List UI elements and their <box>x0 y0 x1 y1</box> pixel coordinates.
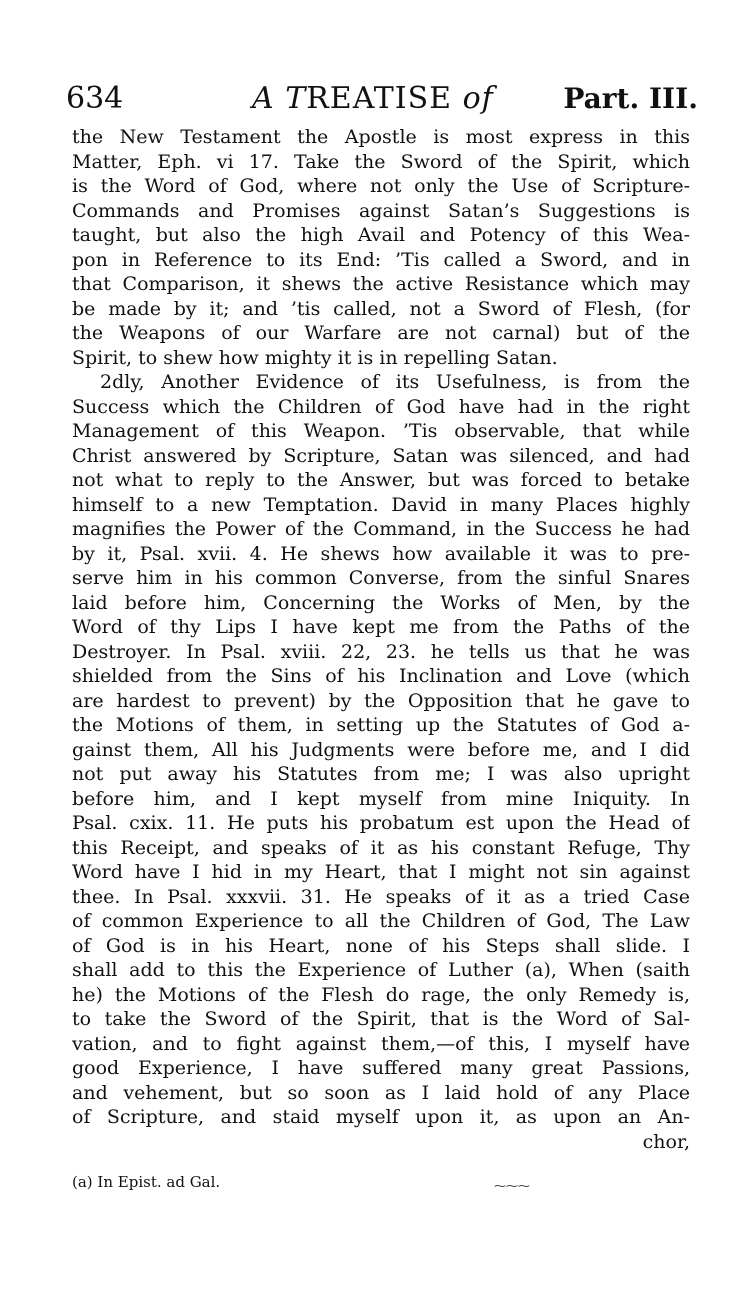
catchword: chor, <box>642 1130 690 1153</box>
text-line-18: by it, Psal. xvii. 4. He shews how available it was to pre- <box>72 542 690 565</box>
text-line-27: not put away his Statutes from me; I was also upright <box>72 763 690 785</box>
text-line-37: to take the Sword of the Spirit, that is the Word of Sal- <box>72 1008 690 1030</box>
running-title-a: A T <box>252 81 307 116</box>
text-line-19: serve him in his common Converse, from the sinful Snares <box>72 567 690 589</box>
running-title-c: of <box>462 81 494 116</box>
body-text <box>72 125 690 1154</box>
text-line-2: Matter, Eph. vi 17. Take the Sword of the Spirit, which <box>72 150 690 173</box>
text-line-36: he) the Motions of the Flesh do rage, the only Remedy is, <box>72 983 690 1006</box>
text-line-24: are hardest to prevent) by the Opposition that he gave to <box>72 689 690 712</box>
text-line-35: shall add to this the Experience of Luther (a), When (saith <box>72 959 690 981</box>
text-line-1: the New Testament the Apostle is most express in this <box>72 126 690 148</box>
text-line-31: Word have I hid in my Heart, that I might not sin against <box>72 861 690 883</box>
text-line-21: Word of thy Lips I have kept me from the Paths of the <box>72 616 690 638</box>
text-line-34: of God is in his Heart, none of his Steps shall slide. I <box>72 934 690 957</box>
text-line-4: Commands and Promises against Satan’s Suggestions is <box>72 199 690 222</box>
text-line-3: is the Word of God, where not only the Use of Scripture- <box>72 175 690 197</box>
text-line-32: thee. In Psal. xxxvii. 31. He speaks of it as a tried Case <box>72 885 690 908</box>
text-line-6: pon in Reference to its End: ’Tis called a Sword, and in <box>72 248 690 271</box>
text-line-14: Christ answered by Scripture, Satan was silenced, and had <box>72 444 690 467</box>
text-line-41: of Scripture, and staid myself upon it, as upon an An- <box>72 1106 690 1128</box>
text-line-15: not what to reply to the Answer, but was forced to betake <box>72 469 690 491</box>
text-line-30: this Receipt, and speaks of it as his constant Refuge, Thy <box>72 836 690 859</box>
text-line-39: good Experience, I have suffered many great Passions, <box>72 1057 690 1079</box>
text-line-40: and vehement, but so soon as I laid hold of any Place <box>72 1081 690 1104</box>
page-header <box>66 78 698 128</box>
text-line-29: Psal. cxix. 11. He puts his probatum est upon the Head of <box>72 812 690 834</box>
text-line-25: the Motions of them, in setting up the Statutes of God a- <box>72 714 690 736</box>
text-line-28: before him, and I kept myself from mine Iniquity. In <box>72 787 690 810</box>
running-title <box>252 78 494 120</box>
text-line-23: shielded from the Sins of his Inclination and Love (which <box>72 665 690 687</box>
page-number: 634 <box>66 81 124 116</box>
footnote: (a) In Epist. ad Gal. <box>72 1173 221 1191</box>
text-line-22: Destroyer. In Psal. xviii. 22, 23. he tells us that he was <box>72 640 690 663</box>
text-line-38: vation, and to fight against them,—of this, I myself have <box>72 1032 690 1055</box>
text-line-26: gainst them, All his Judgments were before me, and I did <box>72 738 690 761</box>
text-line-12: Success which the Children of God have had in the right <box>72 395 690 418</box>
part-label: Part. III. <box>563 82 698 115</box>
text-line-5: taught, but also the high Avail and Potency of this Wea- <box>72 224 690 246</box>
text-line-11: 2dly, Another Evidence of its Usefulness, is from the <box>100 371 690 393</box>
text-line-7: that Comparison, it shews the active Resistance which may <box>72 273 690 295</box>
text-line-9: the Weapons of our Warfare are not carnal) but of the <box>72 322 690 344</box>
text-line-20: laid before him, Concerning the Works of Men, by the <box>72 591 690 614</box>
text-line-8: be made by it; and ’tis called, not a Sword of Flesh, (for <box>72 297 690 320</box>
text-line-16: himself to a new Temptation. David in many Places highly <box>72 493 690 516</box>
running-title-b: REATISE <box>306 81 463 116</box>
printer-ornament: ⁓⁓⁓ <box>494 1179 530 1193</box>
text-line-10: Spirit, to shew how mighty it is in repelling Satan. <box>72 346 558 369</box>
text-line-33: of common Experience to all the Children of God, The Law <box>72 910 690 932</box>
text-line-17: magnifies the Power of the Command, in the Success he had <box>72 518 690 540</box>
text-line-13: Management of this Weapon. ’Tis observable, that while <box>72 420 690 442</box>
